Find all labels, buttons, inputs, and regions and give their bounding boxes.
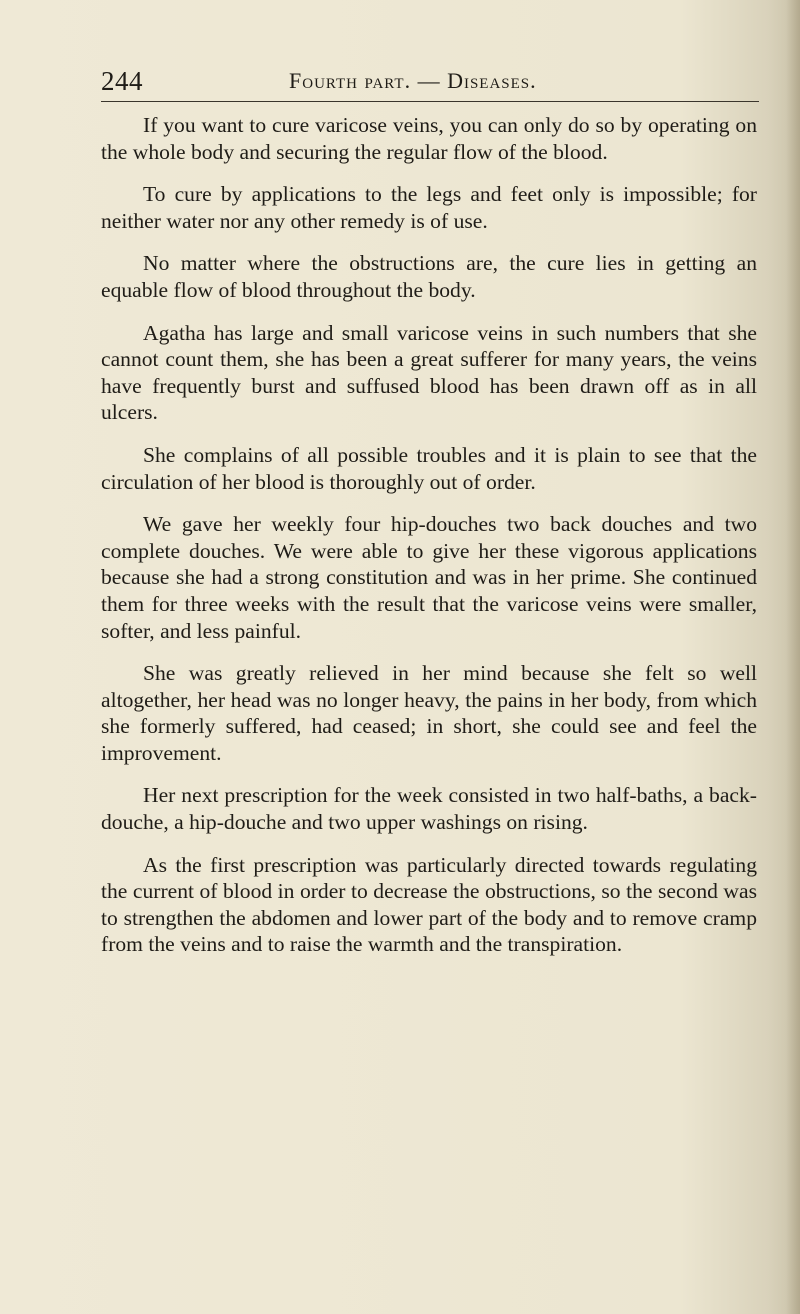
paragraph: She complains of all possible troubles and it is plain to see that the circulation of her blood is thoroughly out of order. [101,442,757,494]
paragraph: She was greatly relieved in her mind because she felt so well altogether, her head was no longer heavy, the pains in her body, from which she formerly suffered, had ceased; in short, she could see and feel the improvement. [101,661,757,765]
paragraph: If you want to cure varicose veins, you can only do so by operating on the whole body and securing the regular flow of the blood. [101,113,757,164]
page-number: 244 [101,66,143,96]
body-text [101,112,757,974]
running-title: Fourth part. — Diseases. [289,68,537,93]
paragraph: As the first prescription was particularly directed towards regulating the current of blood in order to decrease the obstructions, so the second was to strengthen the abdomen and lower part of the body and to remove cramp from the veins and to raise the warmth and the transpiration. [101,852,757,957]
paragraph: To cure by applications to the legs and feet only is impossible; for neither water nor any other remedy is of use. [101,182,757,233]
header-rule [101,101,759,102]
paragraph: Her next prescription for the week consisted in two half-baths, a back-douche, a hip-douche and two upper washings on rising. [101,783,757,835]
paragraph: No matter where the obstructions are, the cure lies in getting an equable flow of blood throughout the body. [101,251,757,302]
page-header [101,62,757,102]
page-edge-shadow [786,0,800,1314]
paragraph: Agatha has large and small varicose veins in such numbers that she cannot count them, she has been a great sufferer for many years, the veins have frequently burst and suffused blood has been drawn off as in all ulcers. [101,320,757,425]
paragraph: We gave her weekly four hip-douches two back douches and two complete douches. We were able to give her these vigorous applications because she had a strong constitution and was in her prime. She continued them for three weeks with the result that the varicose veins were smaller, softer, and less painful. [101,512,757,643]
